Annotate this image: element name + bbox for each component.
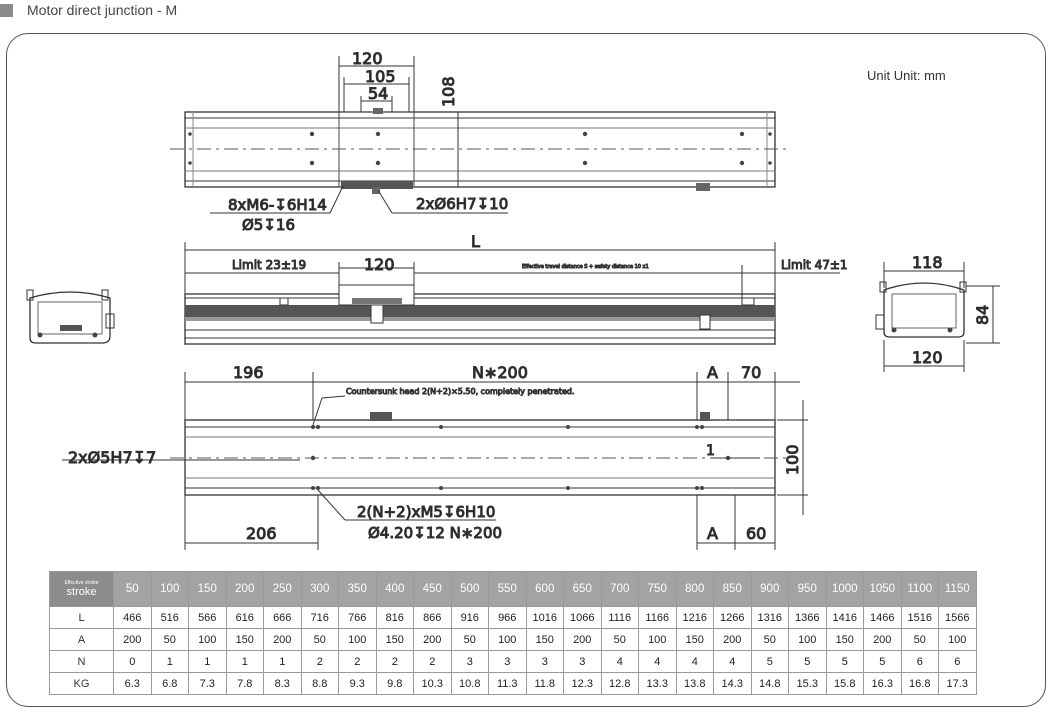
table-cell: 916 <box>451 607 489 629</box>
table-cell: 150 <box>376 629 414 651</box>
stroke-header-cell: 450 <box>414 572 452 607</box>
table-cell: 1466 <box>864 607 902 629</box>
stroke-header-cell: 950 <box>789 572 827 607</box>
dim-L: L <box>471 232 480 251</box>
dim-60: 60 <box>746 524 767 543</box>
table-row <box>50 673 977 695</box>
dim-196: 196 <box>233 363 264 382</box>
table-cell: 1416 <box>826 607 864 629</box>
table-cell: 1 <box>226 651 264 673</box>
unit-label: Unit Unit: mm <box>867 68 946 83</box>
table-cell: 10.3 <box>414 673 452 695</box>
table-cell: 1 <box>151 651 189 673</box>
bottom-view <box>62 363 808 550</box>
limit-right-label: Limit 47±1 <box>781 258 848 272</box>
table-cell: 766 <box>339 607 377 629</box>
table-cell: 100 <box>789 629 827 651</box>
table-row <box>50 629 977 651</box>
table-cell: 14.3 <box>714 673 752 695</box>
end-width-bottom: 120 <box>912 348 943 367</box>
table-cell: 1 <box>189 651 227 673</box>
stroke-header-corner <box>50 572 114 607</box>
table-cell: 5 <box>751 651 789 673</box>
callout-tapped-holes: 8xM6-↧6H14 <box>228 196 327 214</box>
right-end-view <box>876 253 1000 372</box>
end-width-top: 118 <box>912 253 943 272</box>
row-label: N <box>50 651 114 673</box>
table-cell: 1316 <box>751 607 789 629</box>
table-cell: 2 <box>414 651 452 673</box>
dim-70: 70 <box>741 363 762 382</box>
dim-a-top: A <box>707 363 718 382</box>
table-row <box>50 607 977 629</box>
table-cell: 50 <box>901 629 939 651</box>
end-height: 84 <box>973 304 992 325</box>
stroke-header-cell: 1050 <box>864 572 902 607</box>
stroke-header-cell: 550 <box>489 572 527 607</box>
table-cell: 13.3 <box>639 673 677 695</box>
table-cell: 150 <box>226 629 264 651</box>
dim-a-bottom: A <box>707 524 718 543</box>
table-cell: 1216 <box>676 607 714 629</box>
table-cell: 2 <box>376 651 414 673</box>
table-cell: 9.3 <box>339 673 377 695</box>
table-cell: 3 <box>526 651 564 673</box>
row-label: A <box>50 629 114 651</box>
table-cell: 5 <box>864 651 902 673</box>
stroke-header-cell: 250 <box>264 572 302 607</box>
callout-pin-holes: 2xØ5H7↧7 <box>68 448 157 467</box>
table-cell: 666 <box>264 607 302 629</box>
corner-main-label: stroke <box>66 586 97 598</box>
table-cell: 966 <box>489 607 527 629</box>
stroke-header-cell: 1000 <box>826 572 864 607</box>
table-cell: 1166 <box>639 607 677 629</box>
stroke-header-cell: 400 <box>376 572 414 607</box>
callout-m5-holes: 2(N+2)xM5↧6H10 <box>357 503 496 521</box>
table-cell: 11.3 <box>489 673 527 695</box>
table-cell: 4 <box>676 651 714 673</box>
table-cell: 566 <box>189 607 227 629</box>
callout-dowel-holes: 2xØ6H7↧10 <box>416 195 509 213</box>
table-cell: 1116 <box>601 607 639 629</box>
table-cell: 200 <box>564 629 602 651</box>
table-cell: 9.8 <box>376 673 414 695</box>
table-cell: 200 <box>714 629 752 651</box>
table-cell: 516 <box>151 607 189 629</box>
spec-table-body <box>50 607 977 695</box>
table-cell: 200 <box>114 629 152 651</box>
table-cell: 466 <box>114 607 152 629</box>
table-cell: 12.3 <box>564 673 602 695</box>
table-cell: 3 <box>451 651 489 673</box>
table-cell: 200 <box>264 629 302 651</box>
spec-table <box>49 571 977 695</box>
table-cell: 8.3 <box>264 673 302 695</box>
table-cell: 150 <box>826 629 864 651</box>
table-cell: 11.8 <box>526 673 564 695</box>
stroke-header-cell: 350 <box>339 572 377 607</box>
table-cell: 10.8 <box>451 673 489 695</box>
table-cell: 16.8 <box>901 673 939 695</box>
table-cell: 100 <box>189 629 227 651</box>
small-dim-1: 1 <box>706 443 715 459</box>
dim-108: 108 <box>439 76 458 107</box>
table-cell: 7.3 <box>189 673 227 695</box>
stroke-header-cell: 650 <box>564 572 602 607</box>
table-cell: 100 <box>639 629 677 651</box>
stroke-header-cell: 500 <box>451 572 489 607</box>
stroke-header-cell: 850 <box>714 572 752 607</box>
countersunk-note: Countersunk head 2(N+2)×5.50, completely penetrated. <box>346 387 575 396</box>
table-cell: 7.8 <box>226 673 264 695</box>
table-cell: 17.3 <box>939 673 977 695</box>
table-cell: 1016 <box>526 607 564 629</box>
stroke-header-cell: 50 <box>114 572 152 607</box>
table-cell: 716 <box>301 607 339 629</box>
stroke-header-cell: 1100 <box>901 572 939 607</box>
table-cell: 50 <box>151 629 189 651</box>
table-cell: 1266 <box>714 607 752 629</box>
table-cell: 6 <box>901 651 939 673</box>
table-cell: 200 <box>414 629 452 651</box>
table-cell: 1366 <box>789 607 827 629</box>
table-cell: 5 <box>826 651 864 673</box>
limit-left-label: Limit 23±19 <box>232 258 307 272</box>
row-label: L <box>50 607 114 629</box>
corner-sub-label: Effective stroke <box>64 580 99 586</box>
table-cell: 1066 <box>564 607 602 629</box>
table-cell: 3 <box>489 651 527 673</box>
effective-travel-note: Effective travel distance S + safety distance 10 x1 <box>522 264 649 270</box>
table-cell: 0 <box>114 651 152 673</box>
stroke-header-cell: 600 <box>526 572 564 607</box>
table-cell: 50 <box>301 629 339 651</box>
stroke-header-cell: 300 <box>301 572 339 607</box>
table-cell: 1 <box>264 651 302 673</box>
table-cell: 100 <box>489 629 527 651</box>
dim-100: 100 <box>783 444 802 475</box>
callout-hole-depth: Ø5↧16 <box>242 216 296 234</box>
callout-counterbore: Ø4.20↧12 N∗200 <box>368 524 503 542</box>
table-cell: 2 <box>339 651 377 673</box>
table-cell: 816 <box>376 607 414 629</box>
stroke-header-cell: 100 <box>151 572 189 607</box>
stroke-header-cell: 1150 <box>939 572 977 607</box>
table-cell: 14.8 <box>751 673 789 695</box>
dim-206: 206 <box>246 524 277 543</box>
stroke-header-cell: 200 <box>226 572 264 607</box>
table-cell: 100 <box>339 629 377 651</box>
table-cell: 1566 <box>939 607 977 629</box>
table-cell: 4 <box>714 651 752 673</box>
row-label: KG <box>50 673 114 695</box>
dim-120-top: 120 <box>352 49 383 68</box>
table-cell: 3 <box>564 651 602 673</box>
table-cell: 50 <box>451 629 489 651</box>
table-cell: 100 <box>939 629 977 651</box>
table-cell: 6 <box>939 651 977 673</box>
table-cell: 16.3 <box>864 673 902 695</box>
table-cell: 616 <box>226 607 264 629</box>
table-cell: 1516 <box>901 607 939 629</box>
table-cell: 50 <box>601 629 639 651</box>
section-title: Motor direct junction - M <box>27 2 178 18</box>
dim-105: 105 <box>365 67 396 86</box>
table-cell: 8.8 <box>301 673 339 695</box>
table-cell: 12.8 <box>601 673 639 695</box>
table-cell: 50 <box>751 629 789 651</box>
side-view <box>185 232 848 345</box>
table-cell: 150 <box>676 629 714 651</box>
stroke-header-cell: 750 <box>639 572 677 607</box>
table-cell: 15.3 <box>789 673 827 695</box>
stroke-header-cell: 900 <box>751 572 789 607</box>
top-view <box>170 49 790 234</box>
table-cell: 150 <box>526 629 564 651</box>
table-cell: 866 <box>414 607 452 629</box>
carriage-width-label: 120 <box>364 255 395 274</box>
table-cell: 4 <box>639 651 677 673</box>
dim-n-pitch-top: N∗200 <box>472 363 528 382</box>
top-dimension-lines <box>339 56 466 187</box>
left-end-view <box>27 290 114 343</box>
stroke-header-cell: 700 <box>601 572 639 607</box>
table-cell: 4 <box>601 651 639 673</box>
dim-54: 54 <box>368 84 389 103</box>
table-row <box>50 651 977 673</box>
table-cell: 2 <box>301 651 339 673</box>
table-cell: 15.8 <box>826 673 864 695</box>
stroke-header-cell: 800 <box>676 572 714 607</box>
stroke-header-cell: 150 <box>189 572 227 607</box>
table-cell: 6.8 <box>151 673 189 695</box>
table-cell: 13.8 <box>676 673 714 695</box>
table-cell: 6.3 <box>114 673 152 695</box>
table-cell: 200 <box>864 629 902 651</box>
stroke-header-row <box>50 572 977 607</box>
table-cell: 5 <box>789 651 827 673</box>
